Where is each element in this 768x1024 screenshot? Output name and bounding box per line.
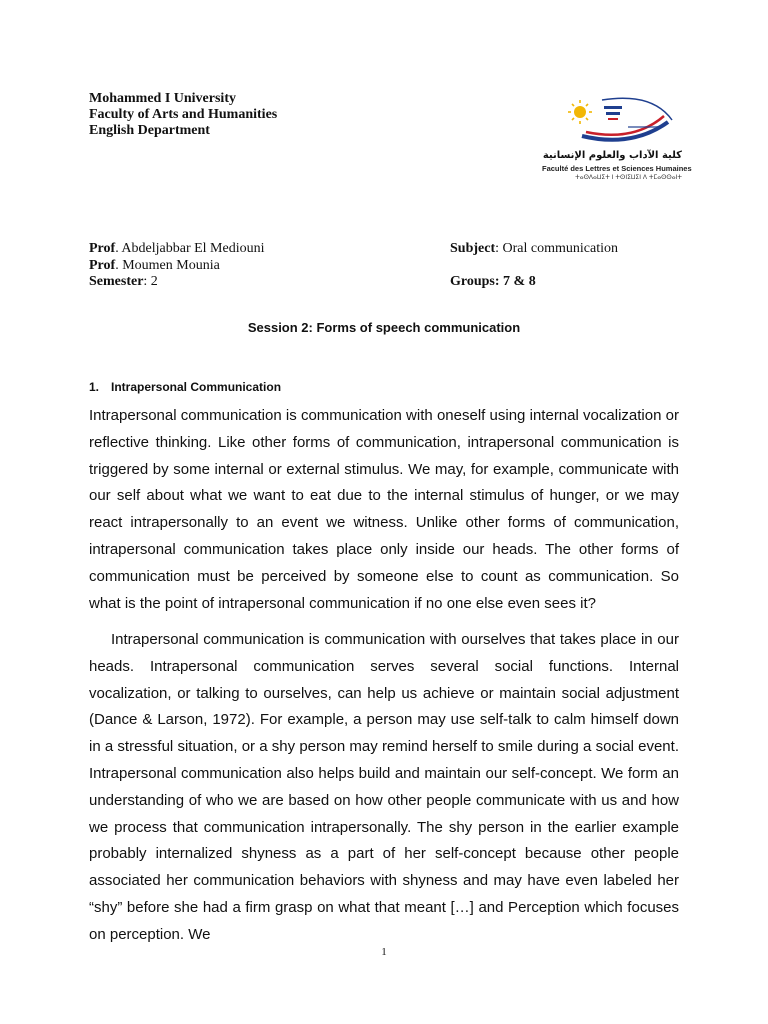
logo-arabic-text: كلية الآداب والعلوم الإنسانية [542, 150, 682, 161]
prof-row-2 [89, 258, 265, 275]
semester-row [89, 274, 265, 291]
paragraph-1: Intrapersonal communication is communication with oneself using internal vocalization or reflective thinking. Like other forms of communication, intrapersonal communication is triggered by some internal or external stimulus. We may, for example, communicate with our self about what we want to eat due to the internal stimulus of hunger, or we may react intrapersonally to an event we witness. Unlike other forms of communication, intrapersonal communication takes place only inside our heads. The other forms of communication must be perceived by someone else to count as communication. So what is the point of intrapersonal communication if no one else even sees it? [89, 407, 679, 612]
subject-row [450, 241, 618, 258]
logo-french-text: Faculté des Lettres et Sciences Humaines [542, 164, 692, 173]
prof-label: Prof [89, 257, 116, 273]
prof-name: . Abdeljabbar El Mediouni [115, 241, 265, 256]
subject-label: Subject [450, 241, 496, 256]
faculty-logo-emblem [542, 92, 682, 150]
groups-row [450, 274, 618, 291]
prof-name: . Moumen Mounia [115, 257, 220, 273]
university-name: Mohammed I University [89, 91, 236, 106]
logo-tifinagh-text: ⵜⴰⵙⴷⴰⵡⵉⵜ ⵏ ⵜⵙⵏⵉⵡⵉⵏ ⴷ ⵜⵎⴰⵙⵙⴰⵏⵜ [575, 174, 682, 181]
department-name: English Department [89, 123, 210, 138]
institution-header [89, 91, 277, 139]
section-title: Intrapersonal Communication [111, 380, 282, 394]
section-heading [89, 380, 281, 394]
session-title: Session 2: Forms of speech communication [247, 320, 521, 335]
professor-info [89, 241, 265, 291]
course-info [450, 241, 618, 291]
prof-label: Prof [89, 241, 116, 256]
faculty-name: Faculty of Arts and Humanities [89, 107, 278, 122]
semester-value: : 2 [143, 274, 158, 289]
paragraph-2: Intrapersonal communication is communication with ourselves that takes place in our heads. Intrapersonal communication serves several social functions. Internal vocalization, or talking to ourselves, can help us achieve or maintain social adjustment (Dance & Larson, 1972). For example, a person may use self-talk to calm himself down in a stressful situation, or a shy person may remind herself to smile during a social event. Intrapersonal communication also helps build and maintain our self-concept. We form an understanding of who we are based on how other people communicate with us and how we process that communication intrapersonally. The shy person in the earlier example probably internalized shyness as a part of her self-concept because other people associated her communication behaviors with shyness and may have even labeled her “shy” before she had a firm grasp on what that meant […] and Perception which focuses on perception. We [89, 631, 679, 943]
section-number: 1. [89, 380, 100, 394]
page-number: 1 [381, 946, 387, 958]
semester-label: Semester [89, 274, 144, 289]
faculty-logo [542, 92, 692, 184]
subject-value: : Oral communication [495, 241, 618, 256]
prof-row-1 [89, 241, 265, 258]
groups-label: Groups: 7 & 8 [450, 274, 536, 289]
